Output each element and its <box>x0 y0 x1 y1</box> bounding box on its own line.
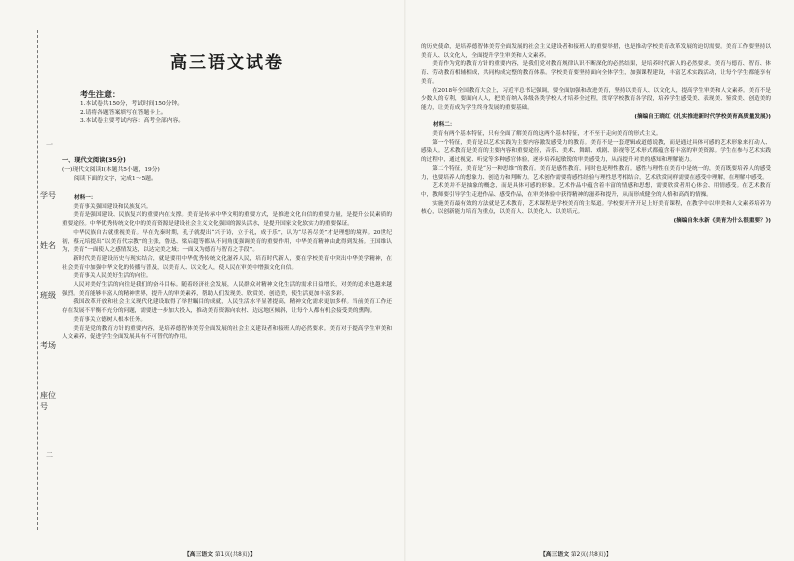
paragraph: 美育是党的教育方针的重要内容，是培养德智体美劳全面发展的社会主义建设者和接班人的必然要求。美育对于提高学生审美和人文素养，促进学生全面发展具有不可替代的作用。 <box>62 325 392 341</box>
material-two-heading: 材料二： <box>433 122 456 129</box>
footer-subject: 【高三语文 <box>540 552 569 558</box>
binding-gutter <box>0 0 60 561</box>
source-citation: (摘编自朱永新《美育为什么很重要？》) <box>673 218 771 225</box>
footer-page: 第2页(共8页)】 <box>570 552 612 558</box>
cut-line <box>37 30 38 530</box>
notice-item: 1.本试卷共150分，考试时间150分钟。 <box>80 101 184 107</box>
paragraph: 美育作为党的教育方针的重要内容，是我们党对教育规律认识不断深化的必然结果，是培养时代新人的必然要求。美育与德育、智育、体育、劳动教育相辅相成，共同构成完整的教育体系。学校美育要坚持面向全体学生，加强课程建设，丰富艺术实践活动，让每个学生都能享有美育。 <box>421 61 771 85</box>
material-one-heading: 材料一： <box>74 195 97 201</box>
gutter-label-seat: 座位号 <box>40 391 56 411</box>
gutter-ordinal: 二 <box>46 451 53 459</box>
left-column-body <box>62 194 392 342</box>
page-fold <box>404 0 406 561</box>
paragraph: 新时代美育建设历史与现实结合，就是要用中华优秀传统文化滋养人民，培育时代新人，要在学校美育中突出中华美学精神，在社会美育中加强中华文化的传播与普及，以美育人、以文化人，使人民在审美中增强文化自信。 <box>62 255 392 271</box>
paragraph: 艺术美并不是抽象的概念，而是具体可感的形象。艺术作品中蕴含着丰富的情感和思想，需要欣赏者用心体会、用情感受。在艺术教育中，教师要引导学生走进作品、感受作品，在审美体验中获得精神的滋养和提升，从而形成健全的人格和高尚的情操。 <box>421 183 771 198</box>
exam-title: 高三语文试卷 <box>170 53 284 73</box>
paragraph: 第一个特征，美育是以艺术实践为主要内容激发感受力的教育。美育不是一套逻辑或道德说教，而是通过具体可感的艺术形象来打动人、感染人。艺术教育是美育的主要内容和重要途径，音乐、美术、舞蹈、戏剧、影视等艺术形式都蕴含着丰富的审美资源。学生在参与艺术实践的过程中，通过视觉、听觉等多种感官体验，逐步培养起敏锐的审美感受力，从而提升对美的感知和理解能力。 <box>421 139 771 164</box>
notice-list <box>80 100 380 126</box>
footer-page: 第1页(共8页)】 <box>214 552 256 558</box>
paragraph: 美育事关人民美好生活的向往。 <box>73 273 152 280</box>
paragraph: 的历史使命，是培养德智体美劳全面发展的社会主义建设者和接班人的重要举措，也是推动学校美育改革发展的迫切需要。美育工作要坚持以美育人、以文化人，全面提升学生审美和人文素养。 <box>421 44 771 59</box>
paragraph: 在2018年全国教育大会上，习近平总书记强调，要全面加强和改进美育，坚持以美育人、以文化人，提高学生审美和人文素养。美育不是少数人的专利，要面向人人，把美育纳入各级各类学校人才培养全过程，贯穿学校教育各学段，培养学生感受美、表现美、鉴赏美、创造美的能力，让美育成为学生终身发展的重要基础。 <box>421 87 771 111</box>
gutter-label-id: 学号 <box>40 191 56 200</box>
instruction: 阅读下面的文字，完成1～5题。 <box>74 175 157 182</box>
section-sub <box>62 166 392 183</box>
notice-heading: 考生注意： <box>80 90 120 99</box>
footer-subject: 【高三语文 <box>184 552 213 558</box>
paragraph: 实施美育最有效的方法就是艺术教育，艺术课程是学校美育的主渠道。学校要开齐开足上好美育课程，在教学中以审美和人文素养培养为核心，以创新能力培育为重点，以美育人、以美化人、以美培元。 <box>421 200 771 216</box>
source-citation: (摘编自王晓红《扎实推进新时代学校美育高质量发展》) <box>634 113 771 120</box>
paragraph: 第二个特征，美育是“另一种思维”的教育。美育是感性教育，同时也是理性教育。感性与理性在美育中是统一的，美育既要培养人的感受力，也要培养人的想象力、创造力和判断力。艺术创作需要将感性经验与理性思考相结合，艺术欣赏同样需要在感受中理解，在理解中感受。 <box>421 165 771 181</box>
paragraph: 美育事关强国建设和民族复兴。 <box>73 203 152 210</box>
paragraph: 美育事关立德树人根本任务。 <box>73 316 146 323</box>
gutter-label-room: 考场 <box>40 341 56 350</box>
gutter-label-class: 班级 <box>40 291 56 300</box>
section-heading: 一、现代文阅读(35分) <box>62 157 126 164</box>
gutter-label-name: 姓名 <box>40 241 56 250</box>
gutter-ordinal: 一 <box>46 141 53 149</box>
subsection-heading: (一)现代文阅读Ⅰ(本题共5小题，19分) <box>62 167 160 173</box>
notice-item: 2.请将各题答案填写在答题卡上。 <box>80 109 167 116</box>
paragraph: 人民对美好生活的向往是我们的奋斗目标。随着经济社会发展，人民群众对精神文化生活的需求日益增长，对美的追求也越来越强烈。美育能够丰富人的精神世界，提升人的审美素养，帮助人们发现美、欣赏美、创造美，使生活更加丰富多彩。 <box>62 282 392 297</box>
paragraph: 我国改革开放和社会主义现代化建设取得了举世瞩目的成就，人民生活水平显著提高，精神文化需求更加多样。当前美育工作还存在发展不平衡不充分的问题，需要进一步加大投入，推动美育资源向农村、边远地区倾斜，让每个人都有机会接受美的熏陶。 <box>62 299 392 315</box>
paragraph: 美育有两个基本特征，只有全面了解美育的这两个基本特征，才不至于走向美育的形式主义。 <box>432 131 662 138</box>
paragraph: 中华民族自古就重视美育。早在先秦时期，孔子就提出“兴于诗，立于礼，成于乐”，认为“尽善尽美”才是理想的境界。20世纪初，蔡元培提出“以美育代宗教”的主张，鲁迅、梁启超等都从不同角度强调美育的重要作用，中华美育精神由此得到发扬。王国维认为，美育“一面使人之感情发达，以达完美之域；一面又为德育与智育之手段”。 <box>62 229 392 254</box>
page-footer-right <box>540 549 612 558</box>
notice-item: 3.本试卷主要考试内容：高考全部内容。 <box>80 118 185 125</box>
paragraph: 美育是强国建设、民族复兴的重要内在支撑。美育是传承中华文明的重要方式，是推进文化自信的重要力量，是提升公民素质的重要途径。中华优秀传统文化中的美育资源是建设社会主义文化强国的源头活水，是提升国家文化软实力的重要保证。 <box>62 212 392 228</box>
page-footer-left <box>184 549 256 558</box>
right-column-body <box>421 43 771 226</box>
